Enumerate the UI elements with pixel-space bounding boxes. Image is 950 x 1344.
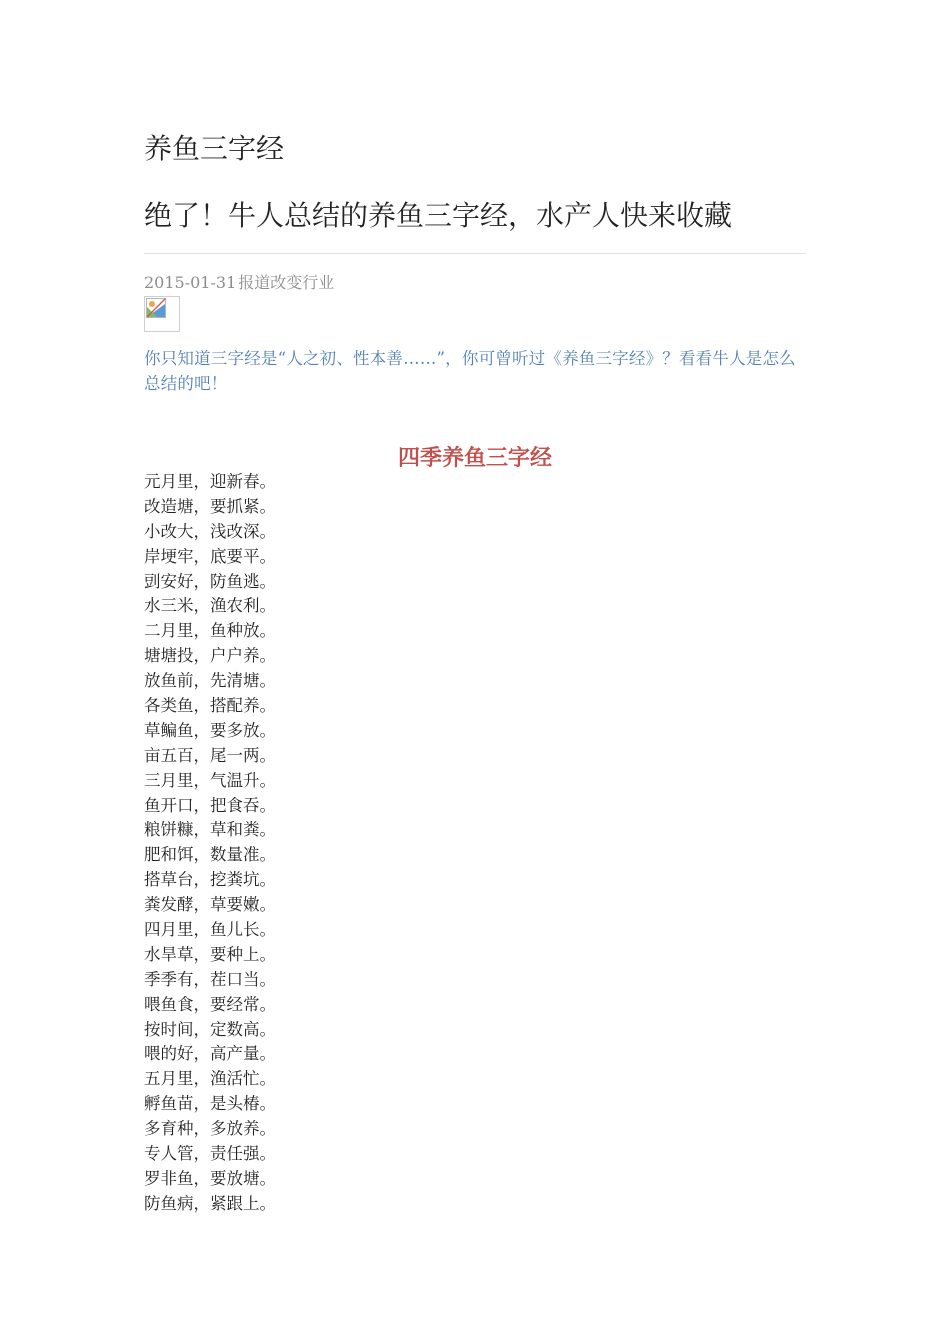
- verse-line: 孵鱼苗，是头椿。: [144, 1094, 276, 1114]
- verse-line: 剅安好，防鱼逃。: [144, 571, 276, 591]
- verse-line: 亩五百，尾一两。: [144, 745, 276, 765]
- document-title: 养鱼三字经: [144, 132, 285, 165]
- verse-line: 喂的好，高产量。: [144, 1044, 276, 1064]
- article-title: 绝了！牛人总结的养鱼三字经，水产人快来收藏: [144, 199, 733, 232]
- verse-line: 各类鱼，搭配养。: [144, 696, 276, 716]
- verse-list: [144, 470, 276, 1217]
- verse-line: 岸埂牢，底要平。: [144, 546, 276, 566]
- verse-line: 四月里，鱼儿长。: [144, 920, 276, 940]
- verse-line: 季季有，茬口当。: [144, 969, 276, 989]
- source-name: 报道改变行业: [238, 273, 335, 292]
- verse-line: 搭草台，挖粪坑。: [144, 870, 276, 890]
- article-meta: [144, 272, 334, 294]
- verse-line: 粪发酵，草要嫩。: [144, 895, 276, 915]
- verse-line: 水三米，渔农利。: [144, 596, 276, 616]
- verse-line: 二月里，鱼种放。: [144, 621, 276, 641]
- verse-line: 元月里，迎新春。: [144, 472, 276, 491]
- verse-line: 多育种，多放养。: [144, 1119, 276, 1139]
- verse-line: 草鳊鱼，要多放。: [144, 720, 276, 740]
- verse-line: 塘塘投，户户养。: [144, 646, 276, 666]
- verse-line: 小改大，浅改深。: [144, 521, 276, 541]
- verse-line: 喂鱼食，要经常。: [144, 994, 276, 1014]
- section-heading: 四季养鱼三字经: [397, 446, 552, 471]
- intro-paragraph: 你只知道三字经是“人之初、性本善……”，你可曾听过《养鱼三字经》？看看牛人是怎么总结的吧！: [144, 349, 796, 393]
- verse-line: 五月里，渔活忙。: [144, 1069, 276, 1089]
- verse-line: 罗非鱼，要放塘。: [144, 1168, 276, 1188]
- verse-line: 放鱼前，先清塘。: [144, 671, 276, 691]
- title-divider: [144, 253, 806, 254]
- verse-line: 肥和饵，数量准。: [144, 845, 276, 865]
- verse-line: 专人管，责任强。: [144, 1144, 276, 1164]
- publish-date: 2015-01-31: [144, 273, 237, 292]
- verse-line: 粮饼糠，草和粪。: [144, 820, 276, 840]
- verse-line: 鱼开口，把食吞。: [144, 795, 276, 815]
- broken-image-icon: [144, 296, 180, 332]
- verse-line: 改造塘，要抓紧。: [144, 496, 276, 516]
- verse-line: 按时间，定数高。: [144, 1019, 276, 1039]
- verse-line: 三月里，气温升。: [144, 770, 276, 790]
- verse-line: 防鱼病，紧跟上。: [144, 1193, 276, 1213]
- verse-line: 水旱草，要种上。: [144, 944, 276, 964]
